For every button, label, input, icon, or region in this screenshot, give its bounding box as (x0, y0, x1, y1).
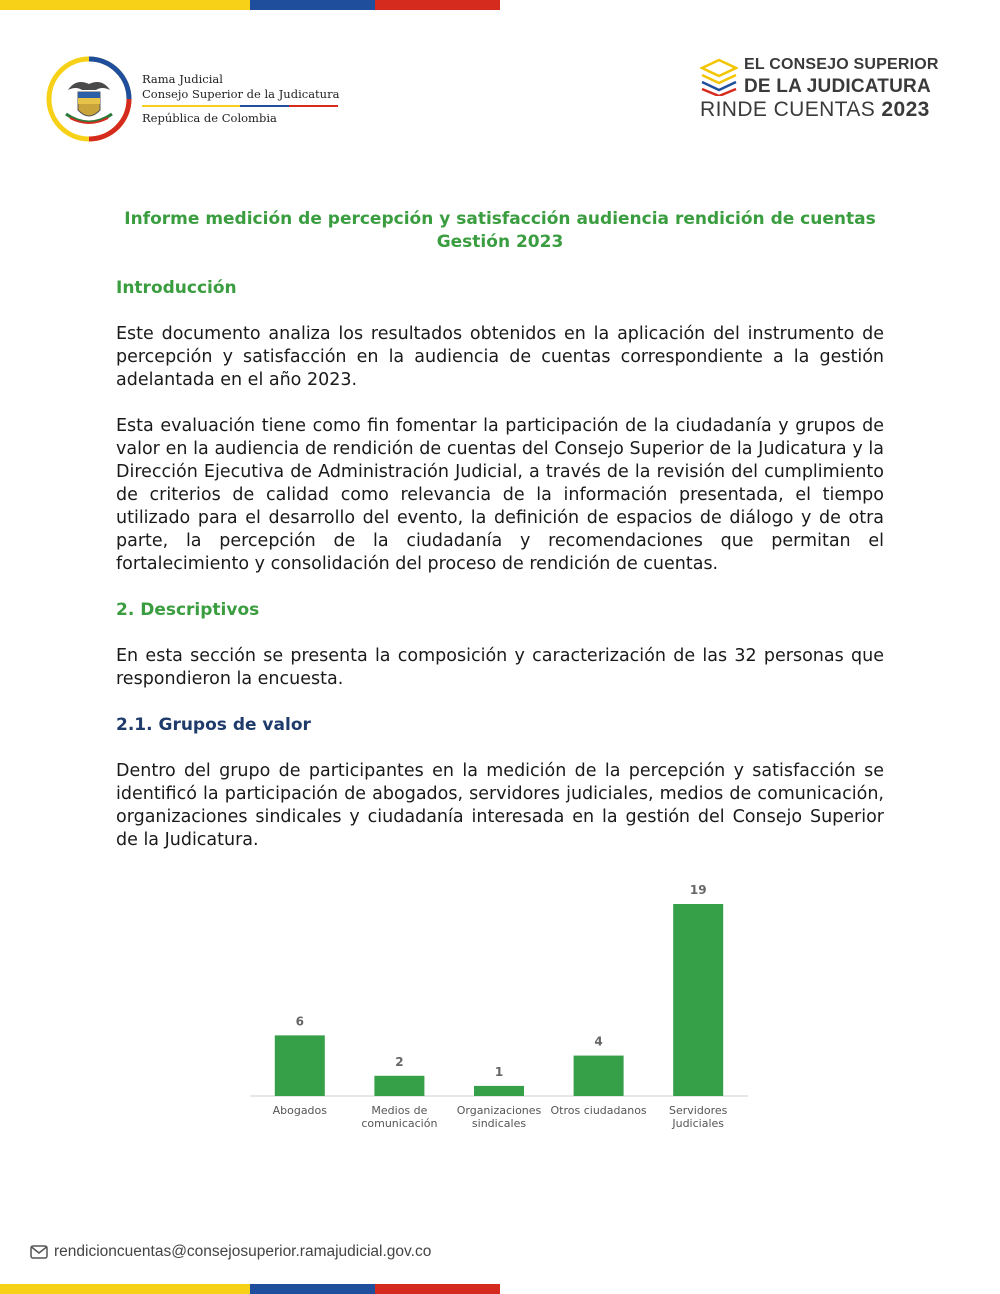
document-title (116, 208, 884, 254)
bar-1 (374, 1076, 424, 1096)
rama-judicial-text (142, 72, 339, 126)
flag-yellow-stripe (0, 0, 250, 10)
bottom-flag-bar (0, 1284, 500, 1294)
rinde-cuentas-text: RINDE CUENTAS (700, 98, 876, 121)
bar-4 (673, 904, 723, 1096)
title-line-2: Gestión 2023 (436, 232, 564, 252)
flag-red-stripe (375, 0, 500, 10)
stacked-layers-icon (700, 58, 738, 96)
flag-blue-stripe (250, 0, 375, 10)
rinde-cuentas-logo (700, 56, 960, 126)
bar-2 (474, 1086, 524, 1096)
category-label-0: Abogados (272, 1104, 328, 1117)
document-body (116, 208, 884, 852)
rinde-cuentas-line1: EL CONSEJO SUPERIOR (744, 56, 939, 73)
flag-red-stripe (375, 1284, 500, 1294)
logo-line-rama: Rama Judicial (142, 72, 223, 86)
title-line-1: Informe medición de percepción y satisfacción audiencia rendición de cuentas (124, 209, 876, 229)
section-2-paragraph: En esta sección se presenta la composición y caracterización de las 32 personas que respondieron la encuesta. (116, 646, 884, 689)
intro-paragraph-1: Este documento analiza los resultados obtenidos en la aplicación del instrumento de percepción y satisfacción en la audiencia de cuentas correspondiente a la gestión adelantada en el año 2023. (116, 324, 884, 390)
logo-line-republica: República de Colombia (142, 111, 277, 125)
section-2-1-heading: 2.1. Grupos de valor (116, 715, 311, 735)
category-label-1: Medios de comunicación (361, 1104, 438, 1130)
logo-tricolor-rule (142, 105, 338, 107)
intro-paragraph-2: Esta evaluación tiene como fin fomentar la participación de la ciudadanía y grupos de valor en la audiencia de rendición de cuentas del Consejo Superior de la Judicatura y la Dirección Ejecutiva de Administración Judicial, a través de la revisión del cumplimiento de criterios de calidad como relevancia de la información presentada, el tiempo utilizado para el desarrollo del evento, la definición de espacios de diálogo y de otra parte, la percepción de la ciudadanía y recomendaciones que permitan el fortalecimiento y consolidación del proceso de rendición de cuentas. (116, 416, 884, 574)
rinde-cuentas-year: 2023 (881, 98, 930, 121)
bar-0 (275, 1035, 325, 1096)
bar-3 (574, 1056, 624, 1096)
data-label-1: 2 (395, 1054, 404, 1069)
footer-contact (30, 1243, 431, 1261)
grupos-de-valor-chart (240, 874, 760, 1144)
logo-line-consejo: Consejo Superior de la Judicatura (142, 87, 340, 101)
category-label-3: Otros ciudadanos (550, 1104, 647, 1117)
data-label-3: 4 (594, 1034, 603, 1049)
coat-of-arms-icon (46, 56, 132, 142)
data-label-4: 19 (689, 883, 707, 897)
category-label-2: Organizaciones sindicales (456, 1104, 542, 1130)
rama-judicial-logo (46, 56, 346, 142)
flag-blue-stripe (250, 1284, 375, 1294)
footer-email[interactable]: rendicioncuentas@consejosuperior.ramajudicial.gov.co (54, 1243, 432, 1260)
data-label-0: 6 (295, 1014, 304, 1029)
data-label-2: 1 (494, 1064, 504, 1079)
section-2-heading: 2. Descriptivos (116, 600, 260, 620)
intro-heading: Introducción (116, 278, 237, 298)
bar-chart-svg (240, 874, 760, 1144)
category-label-4: Servidores Judiciales (669, 1104, 728, 1130)
section-2-1-paragraph: Dentro del grupo de participantes en la medición de la percepción y satisfacción se identificó la participación de abogados, servidores judiciales, medios de comunicación, organizaciones sindicales y ciudadanía interesada en la gestión del Consejo Superior de la Judicatura. (116, 761, 884, 850)
rinde-cuentas-line3 (700, 98, 930, 122)
top-flag-bar (0, 0, 500, 10)
rinde-cuentas-line2: DE LA JUDICATURA (744, 76, 931, 97)
flag-yellow-stripe (0, 1284, 250, 1294)
envelope-icon (30, 1245, 48, 1259)
